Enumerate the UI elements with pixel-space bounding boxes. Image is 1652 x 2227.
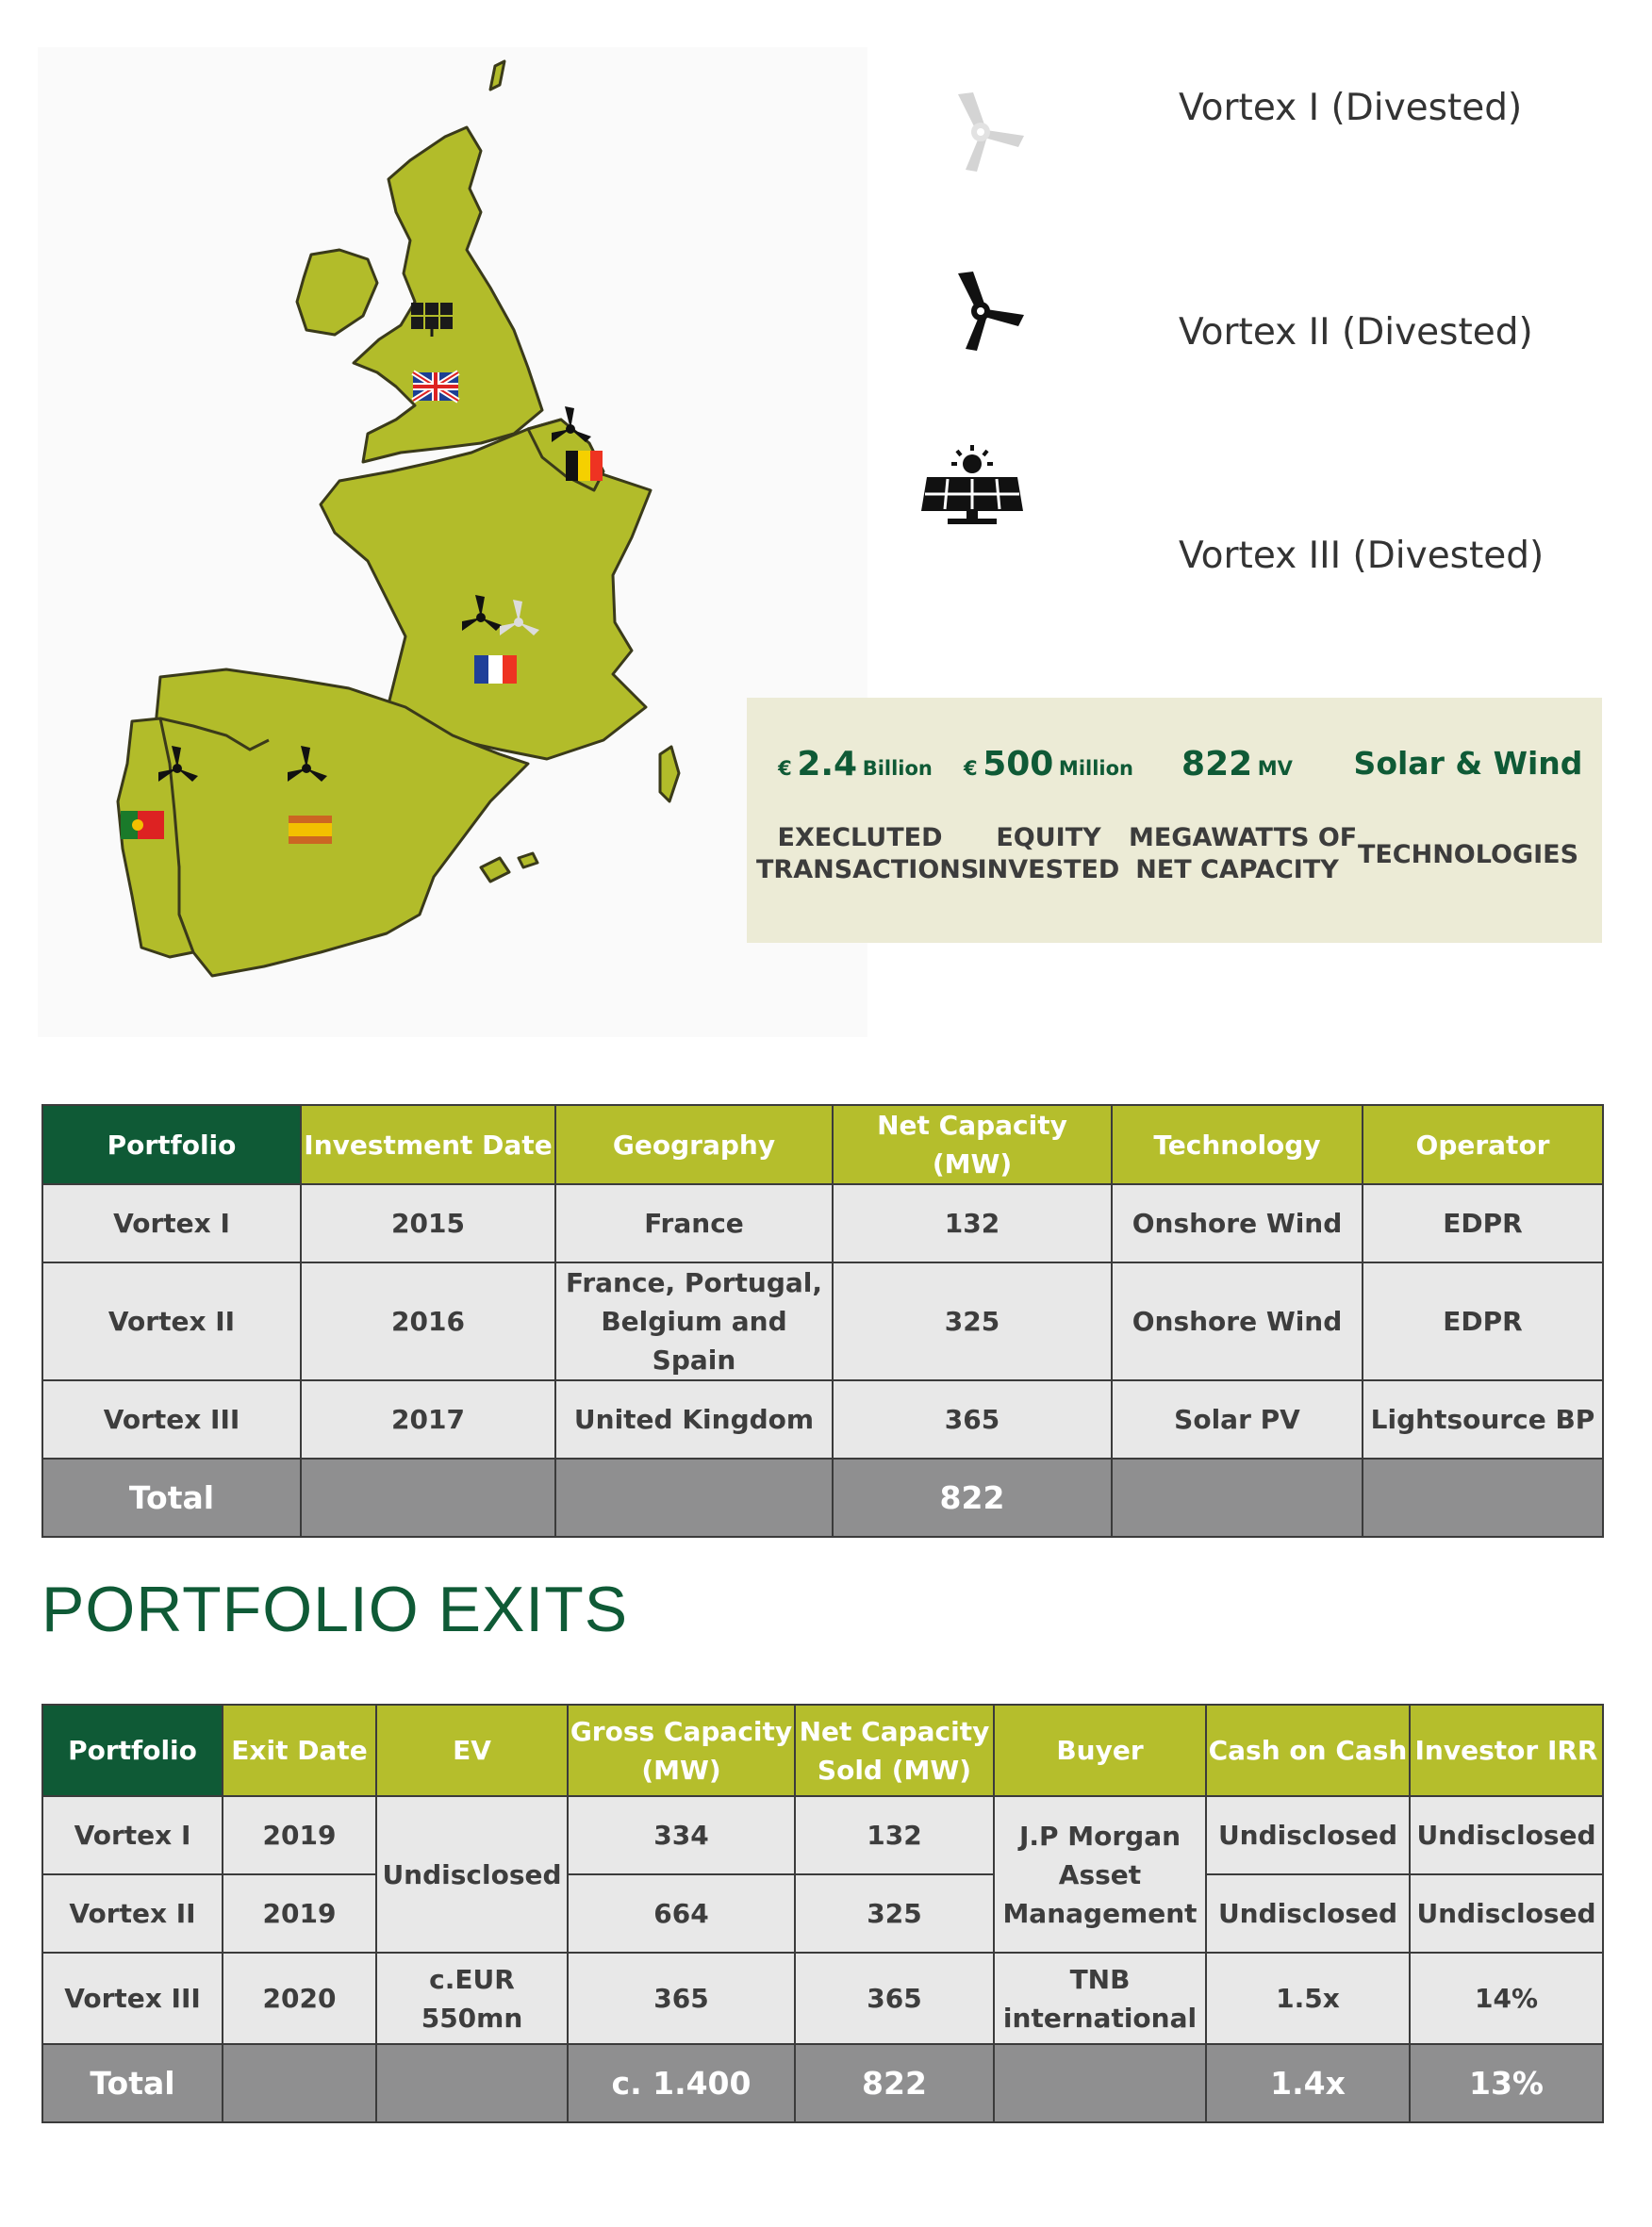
cell-capacity: 325	[833, 1262, 1112, 1380]
cell-total-label: Total	[42, 2044, 223, 2122]
cell-total-gross: c. 1.400	[568, 2044, 795, 2122]
solar-panel-icon	[919, 443, 1025, 528]
cell-technology: Onshore Wind	[1112, 1184, 1363, 1262]
header-investment-date: Investment Date	[301, 1105, 555, 1184]
map-flag-portugal	[121, 811, 164, 839]
cell-geography: France	[555, 1184, 833, 1262]
table-row	[42, 1184, 1603, 1262]
cell-total-coc: 1.4x	[1206, 2044, 1410, 2122]
cell-net: 132	[795, 1796, 994, 1874]
exits-table	[41, 1704, 1604, 2123]
cell-coc: 1.5x	[1206, 1953, 1410, 2044]
legend-label-vortex-3: Vortex III (Divested)	[1179, 535, 1545, 577]
header-portfolio: Portfolio	[42, 1705, 223, 1796]
cell-net: 325	[795, 1874, 994, 1953]
cell-net: 365	[795, 1953, 994, 2044]
cell-capacity: 365	[833, 1380, 1112, 1459]
map-flag-belgium	[566, 451, 603, 481]
cell-ev-merged: Undisclosed	[376, 1796, 568, 1953]
europe-map	[38, 47, 867, 1037]
cell-portfolio: Vortex II	[42, 1874, 223, 1953]
stat-transactions: € 2.4 Billion	[778, 745, 933, 784]
cell-portfolio: Vortex III	[42, 1953, 223, 2044]
cell-date: 2017	[301, 1380, 555, 1459]
stat-equity: € 500 Million	[963, 745, 1133, 784]
portfolio-table	[41, 1104, 1604, 1538]
cell-total-net: 822	[795, 2044, 994, 2122]
cell-gross: 664	[568, 1874, 795, 1953]
header-exit-date: Exit Date	[223, 1705, 376, 1796]
stat-capacity: 822 MV	[1181, 745, 1293, 784]
total-row	[42, 2044, 1603, 2122]
cell-operator: EDPR	[1363, 1262, 1603, 1380]
cell-irr: 14%	[1410, 1953, 1603, 2044]
cell-date: 2015	[301, 1184, 555, 1262]
cell-exit-date: 2019	[223, 1874, 376, 1953]
header-geography: Geography	[555, 1105, 833, 1184]
cell-ev: c.EUR 550mn	[376, 1953, 568, 2044]
cell-technology: Onshore Wind	[1112, 1262, 1363, 1380]
cell-exit-date: 2020	[223, 1953, 376, 2044]
total-row	[42, 1459, 1603, 1537]
cell-buyer-merged: J.P Morgan Asset Management	[994, 1796, 1206, 1953]
map-flag-uk	[413, 372, 458, 401]
table-row	[42, 1262, 1603, 1380]
cell-geography: United Kingdom	[555, 1380, 833, 1459]
cell-operator: EDPR	[1363, 1184, 1603, 1262]
header-gross-capacity: Gross Capacity (MW)	[568, 1705, 795, 1796]
map-flag-france	[474, 655, 517, 684]
wind-turbine-dark-icon	[933, 269, 1028, 354]
cell-total-capacity: 822	[833, 1459, 1112, 1537]
stat-label-capacity: MEGAWATTS OF NET CAPACITY	[1129, 823, 1358, 884]
cell-portfolio: Vortex II	[42, 1262, 301, 1380]
stat-technologies: Solar & Wind	[1353, 745, 1583, 782]
cell-date: 2016	[301, 1262, 555, 1380]
legend-label-vortex-2: Vortex II (Divested)	[1179, 311, 1533, 354]
stat-label-transactions: EXECLUTED TRANSACTIONS	[756, 823, 980, 884]
cell-operator: Lightsource BP	[1363, 1380, 1603, 1459]
header-portfolio: Portfolio	[42, 1105, 301, 1184]
table-row	[42, 1380, 1603, 1459]
wind-turbine-light-icon	[933, 90, 1028, 174]
cell-irr: Undisclosed	[1410, 1796, 1603, 1874]
cell-irr: Undisclosed	[1410, 1874, 1603, 1953]
map-ireland	[297, 250, 377, 335]
cell-gross: 334	[568, 1796, 795, 1874]
header-net-capacity-sold: Net Capacity Sold (MW)	[795, 1705, 994, 1796]
cell-exit-date: 2019	[223, 1796, 376, 1874]
header-net-capacity: Net Capacity (MW)	[833, 1105, 1112, 1184]
cell-portfolio: Vortex III	[42, 1380, 301, 1459]
header-buyer: Buyer	[994, 1705, 1206, 1796]
section-title-portfolio-exits: PORTFOLIO EXITS	[41, 1574, 629, 1645]
cell-capacity: 132	[833, 1184, 1112, 1262]
header-investor-irr: Investor IRR	[1410, 1705, 1603, 1796]
cell-coc: Undisclosed	[1206, 1874, 1410, 1953]
table-row	[42, 1953, 1603, 2044]
cell-geography: France, Portugal, Belgium and Spain	[555, 1262, 833, 1380]
cell-total-irr: 13%	[1410, 2044, 1603, 2122]
header-cash-on-cash: Cash on Cash	[1206, 1705, 1410, 1796]
cell-buyer: TNB international	[994, 1953, 1206, 2044]
stats-panel	[747, 698, 1602, 943]
cell-technology: Solar PV	[1112, 1380, 1363, 1459]
header-ev: EV	[376, 1705, 568, 1796]
cell-coc: Undisclosed	[1206, 1796, 1410, 1874]
cell-portfolio: Vortex I	[42, 1184, 301, 1262]
header-operator: Operator	[1363, 1105, 1603, 1184]
map-great-britain	[354, 127, 542, 462]
stat-label-equity: EQUITY INVESTED	[977, 823, 1120, 884]
header-technology: Technology	[1112, 1105, 1363, 1184]
map-flag-spain	[289, 816, 332, 844]
cell-portfolio: Vortex I	[42, 1796, 223, 1874]
stat-label-technologies: TECHNOLOGIES	[1357, 840, 1579, 869]
cell-total-label: Total	[42, 1459, 301, 1537]
table-row	[42, 1796, 1603, 1874]
legend-label-vortex-1: Vortex I (Divested)	[1179, 87, 1523, 129]
cell-gross: 365	[568, 1953, 795, 2044]
table-row	[42, 1874, 1603, 1953]
